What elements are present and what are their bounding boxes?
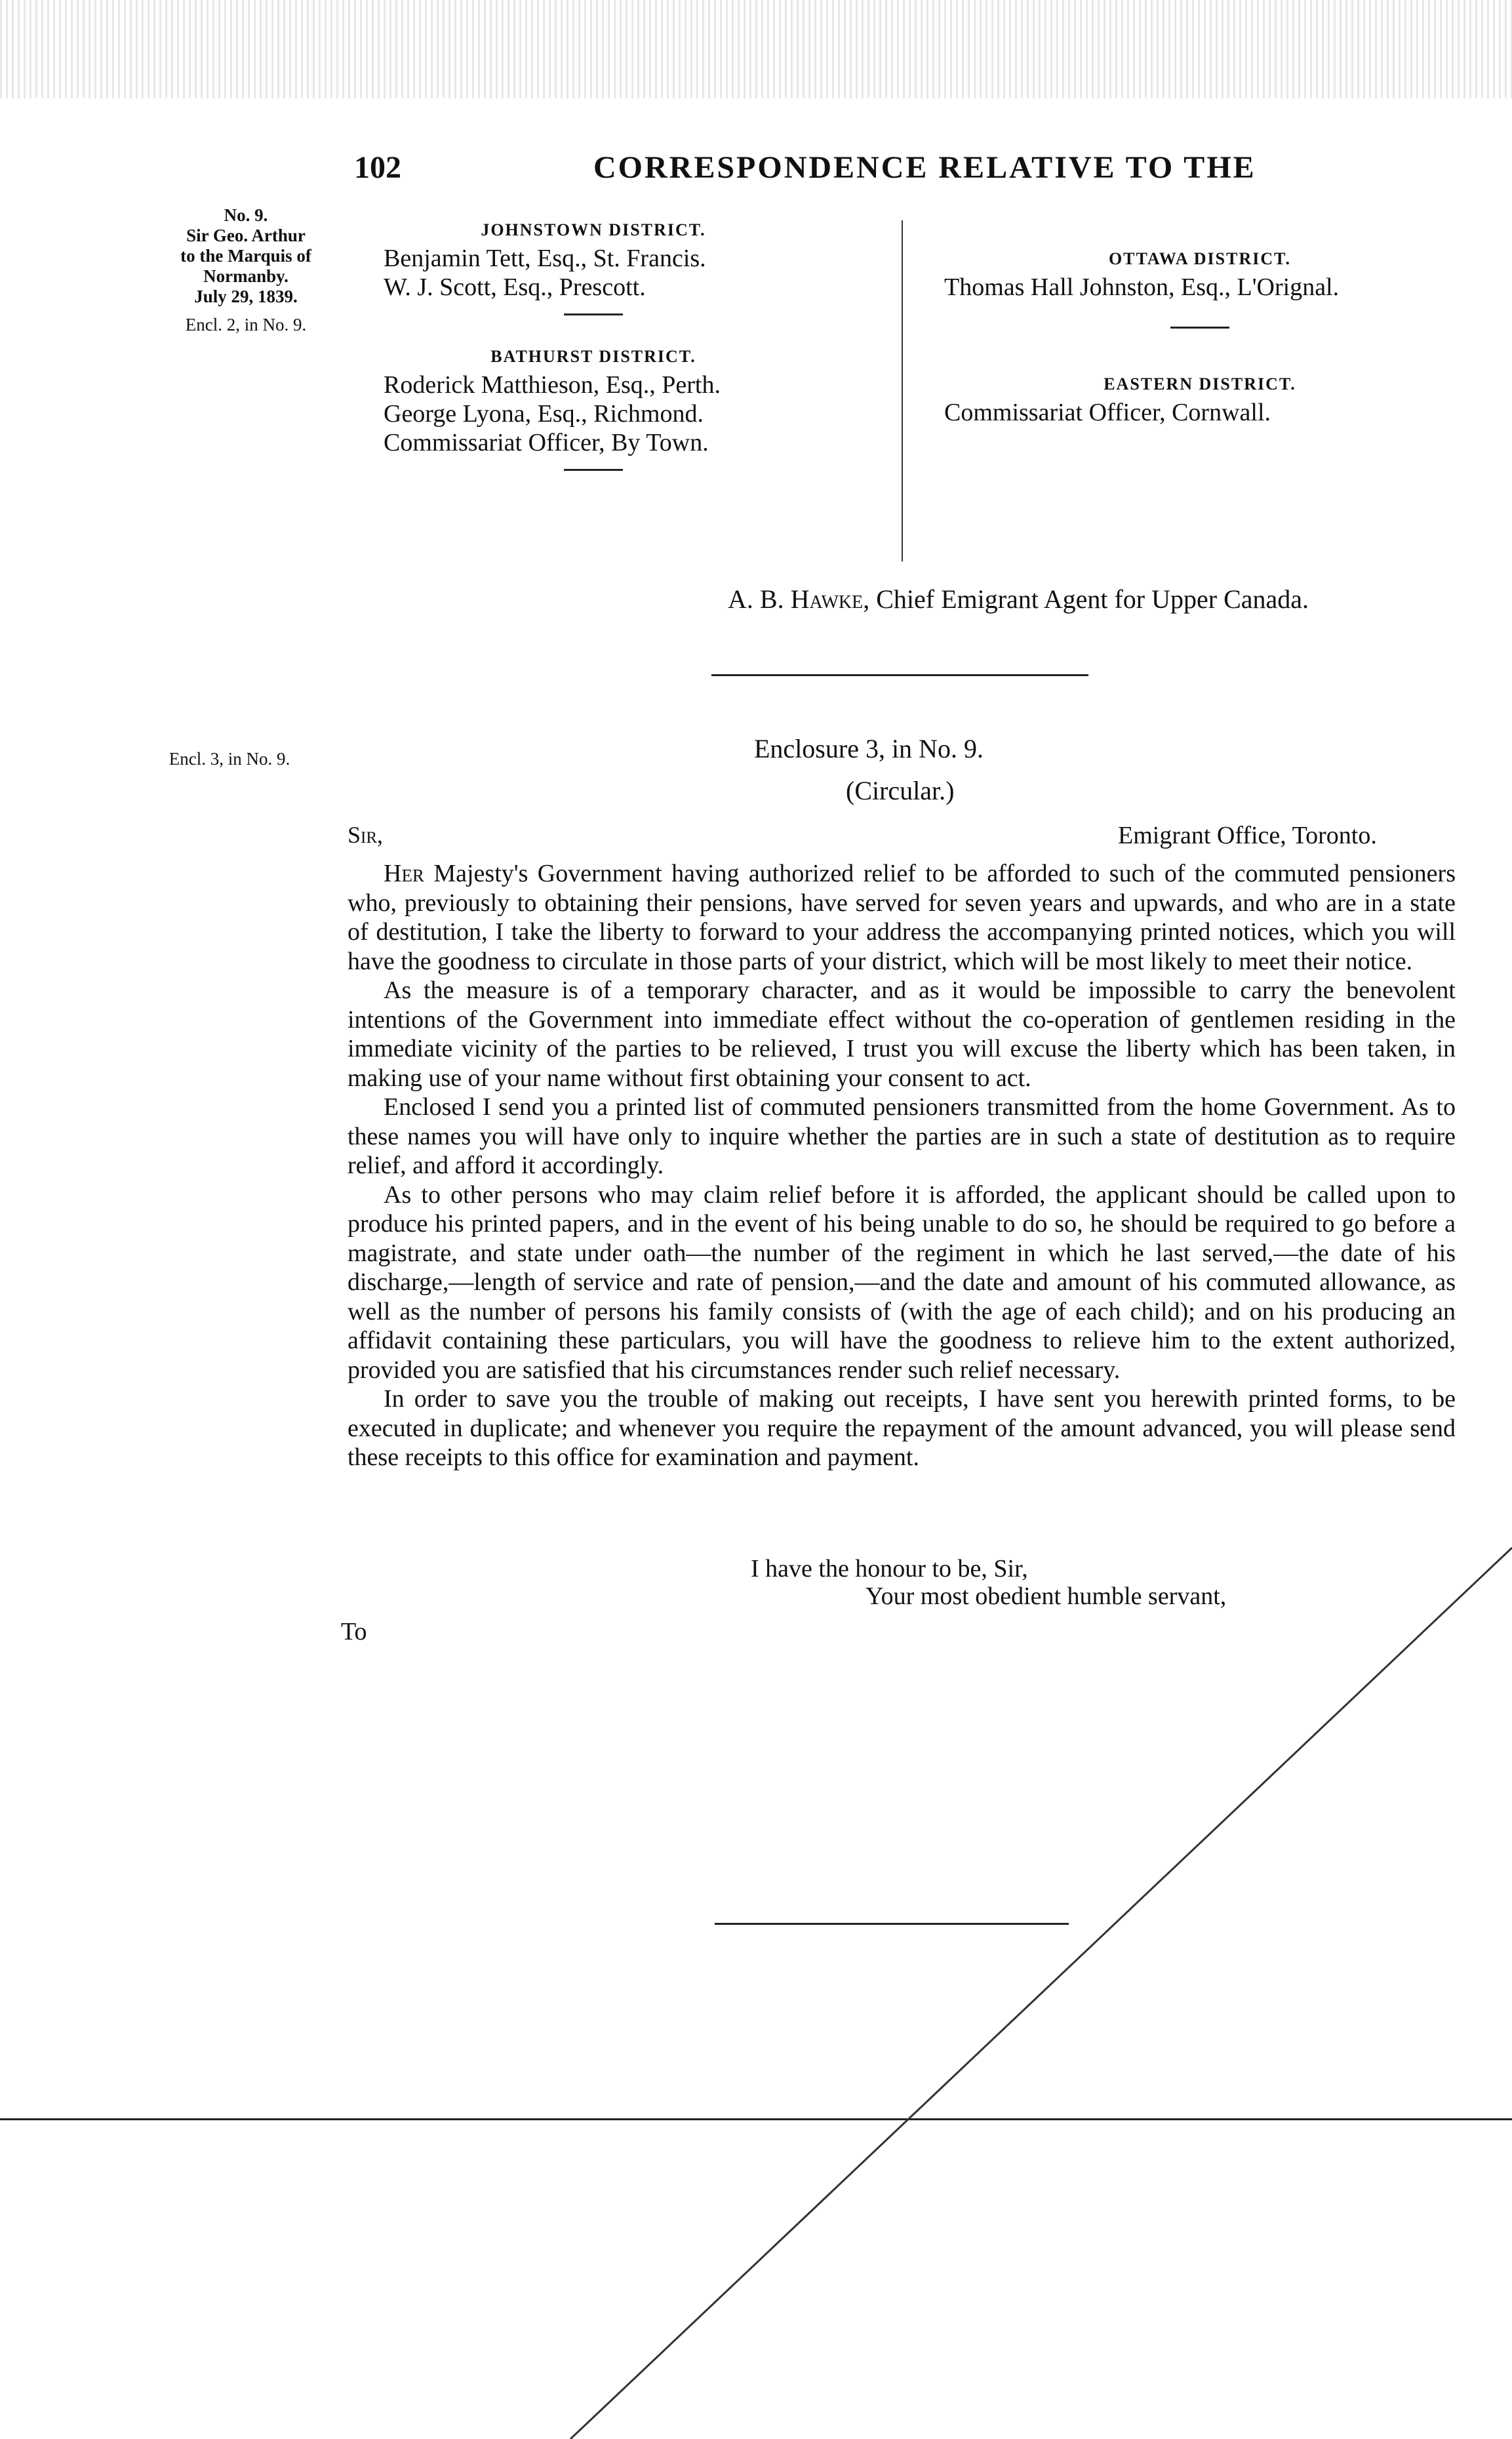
letter-paragraph: In order to save you the trouble of making out receipts, I have sent you herewith printed forms, to be executed in duplicate; and whenever you require the repayment of the amount advanced, you will please send these receipts to this office for examination and payment. bbox=[348, 1385, 1456, 1471]
district-entry: Commissariat Officer, By Town. bbox=[384, 429, 709, 456]
margin-note-line: No. 9. bbox=[224, 205, 268, 225]
letter-closing: I have the honour to be, Sir, bbox=[751, 1555, 1028, 1582]
letter-paragraph: Enclosed I send you a printed list of commuted pensioners transmitted from the home Government. As to these names you will have only to inquire whether the parties are in such a state of destitution as to require relief, and afford it accordingly. bbox=[348, 1093, 1456, 1179]
margin-note-line: July 29, 1839. bbox=[194, 287, 298, 306]
margin-note-enclosure-3: Encl. 3, in No. 9. bbox=[169, 749, 290, 769]
district-entry: Commissariat Officer, Cornwall. bbox=[944, 399, 1271, 426]
district-heading: EASTERN DISTRICT. bbox=[1104, 374, 1296, 393]
district-entry: Roderick Matthieson, Esq., Perth. bbox=[384, 371, 721, 399]
letter-closing-servant: Your most obedient humble servant, bbox=[865, 1582, 1227, 1610]
circular-label: (Circular.) bbox=[846, 776, 955, 805]
district-entry: Thomas Hall Johnston, Esq., L'Orignal. bbox=[944, 273, 1340, 301]
district-heading: JOHNSTOWN DISTRICT. bbox=[481, 220, 706, 239]
running-head: CORRESPONDENCE RELATIVE TO THE bbox=[593, 150, 1256, 185]
district-entry: Benjamin Tett, Esq., St. Francis. bbox=[384, 245, 706, 272]
district-heading: BATHURST DISTRICT. bbox=[490, 347, 696, 366]
margin-note-line: to the Marquis of bbox=[180, 246, 311, 266]
margin-note-line: Sir Geo. Arthur bbox=[186, 226, 306, 245]
agent-title: Chief Emigrant Agent for Upper Canada. bbox=[876, 584, 1309, 614]
paragraph-text: Majesty's Government having authorized relief to be afforded to such of the commuted pensioners who, previously to obtaining their pensions, have served for seven years and upwards, and who are in a state of destitution, I take the liberty to forward to your address the accompanying printed notices, which you will have the goodness to circulate in those parts of your district, which will be most likely to meet their notice. bbox=[348, 860, 1456, 975]
letter-addressee: To bbox=[341, 1618, 367, 1645]
district-entry: W. J. Scott, Esq., Prescott. bbox=[384, 273, 646, 301]
agent-initials: A. B. bbox=[728, 584, 784, 614]
letter-location: Emigrant Office, Toronto. bbox=[1118, 822, 1377, 849]
margin-note-line: Normanby. bbox=[203, 266, 288, 286]
paragraph-lead: Her bbox=[384, 860, 424, 887]
enclosure-title: Enclosure 3, in No. 9. bbox=[754, 734, 984, 763]
letter-paragraph: As the measure is of a temporary character, and as it would be impossible to carry the benevolent intentions of the Government into immediate effect without the co-operation of gentlemen residing in the immediate vicinity of the parties to be relieved, I trust you will excuse the liberty which has been taken, in making use of your name without first obtaining your consent to act. bbox=[348, 977, 1456, 1092]
district-heading: OTTAWA DISTRICT. bbox=[1108, 249, 1292, 268]
page-number: 102 bbox=[354, 150, 401, 185]
agent-name: Hawke, bbox=[790, 584, 870, 614]
letter-paragraph: As to other persons who may claim relief before it is afforded, the applicant should be called upon to produce his printed papers, and in the event of his being unable to do so, he should be required to go before a magistrate, and state under oath—the number of the regiment in which he last served,—the date of his discharge,—length of service and rate of pension,—and the date and amount of his commuted allowance, as well as the number of persons his family consists of (with the age of each child); and on his producing an affidavit containing these particulars, you will have the goodness to relieve him to the extent authorized, provided you are satisfied that his circumstances render such relief necessary. bbox=[348, 1180, 1456, 1384]
district-entry: George Lyona, Esq., Richmond. bbox=[384, 400, 704, 428]
margin-note-enclosure: Encl. 2, in No. 9. bbox=[185, 315, 307, 334]
salutation: Sir, bbox=[348, 822, 384, 848]
